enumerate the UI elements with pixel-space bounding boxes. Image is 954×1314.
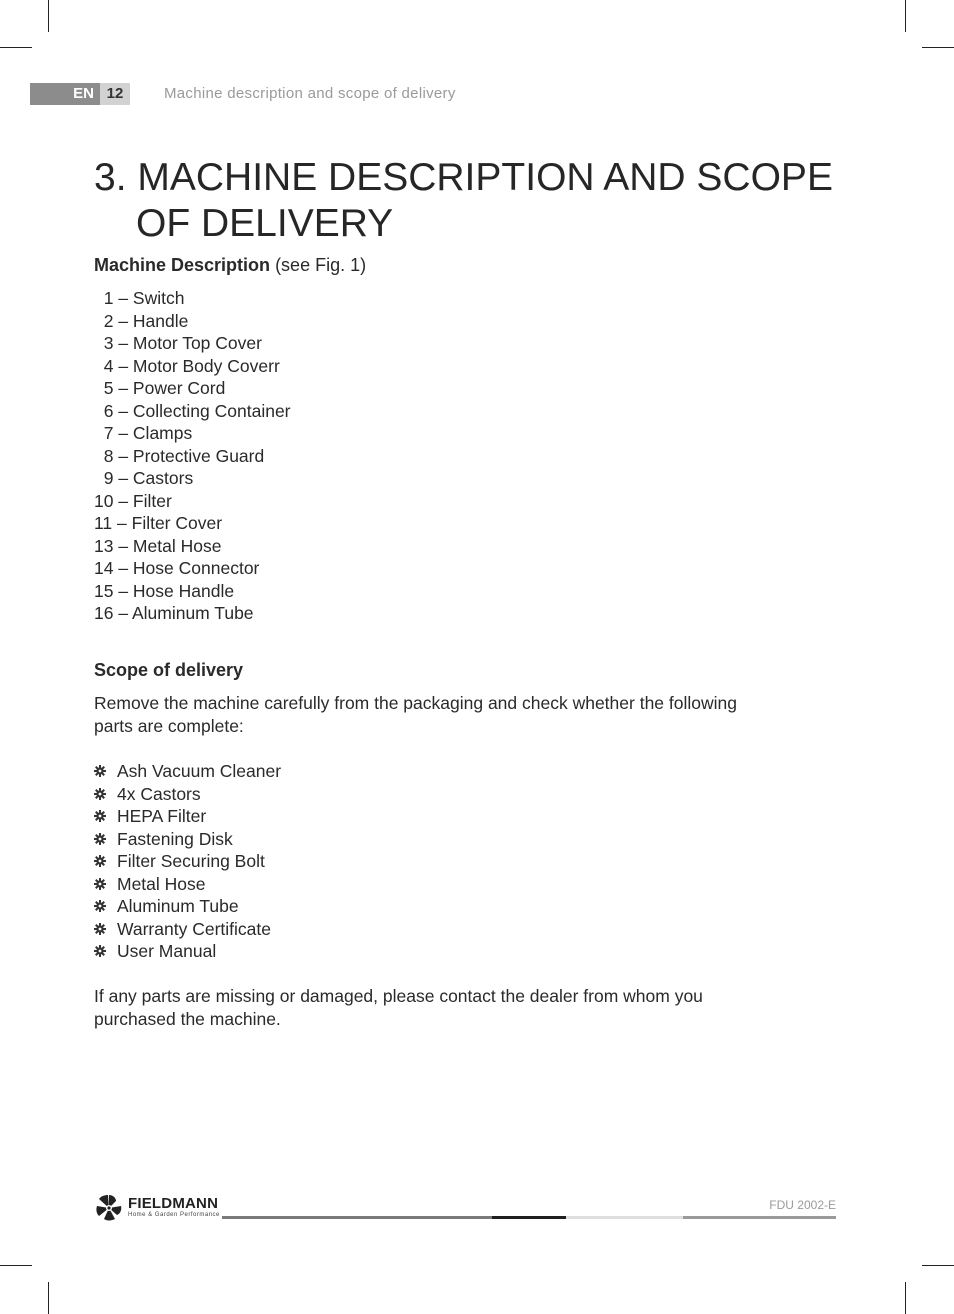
part-item: 16 – Aluminum Tube (94, 603, 254, 623)
scope-item-label: Fastening Disk (117, 828, 233, 849)
scope-item (94, 895, 281, 918)
part-item: 9 – Castors (94, 468, 194, 488)
part-item: 4 – Motor Body Coverr (94, 355, 280, 376)
part-item: 6 – Collecting Container (94, 400, 291, 421)
scope-item (94, 760, 281, 783)
part-item: 13 – Metal Hose (94, 535, 222, 556)
scope-item (94, 940, 281, 963)
crop-mark (48, 0, 49, 32)
part-item: 2 – Handle (94, 310, 189, 331)
closing-note: If any parts are missing or damaged, please contact the dealer from whom you purchased the machine. (94, 986, 703, 1029)
machine-description-note: (see Fig. 1) (275, 255, 367, 275)
gear-bullet-icon (94, 788, 106, 800)
scope-item (94, 783, 281, 806)
scope-intro: Remove the machine carefully from the packaging and check whether the following parts are complete: (94, 693, 737, 736)
gear-bullet-icon (94, 855, 106, 867)
scope-item-label: Metal Hose (117, 873, 206, 894)
gear-bullet-icon (94, 878, 106, 890)
scope-item (94, 873, 281, 896)
gear-bullet-icon (94, 900, 106, 912)
scope-item (94, 828, 281, 851)
part-item: 5 – Power Cord (94, 378, 226, 398)
scope-item (94, 805, 281, 828)
footer-stripe (222, 1216, 492, 1219)
page-header-tabs (30, 83, 130, 105)
scope-item-label: User Manual (117, 941, 217, 961)
crop-mark (922, 47, 954, 48)
gear-bullet-icon (94, 833, 106, 845)
crop-mark (922, 1265, 954, 1266)
part-item: 15 – Hose Handle (94, 580, 235, 601)
page-title-line2: OF DELIVERY (136, 202, 394, 245)
crop-mark (905, 0, 906, 32)
scope-heading: Scope of delivery (94, 660, 244, 680)
scope-item-label: 4x Castors (117, 783, 201, 804)
part-item: 3 – Motor Top Cover (94, 333, 262, 353)
crop-mark (0, 1265, 32, 1266)
scope-item (94, 850, 281, 873)
part-item: 1 – Switch (94, 288, 185, 308)
part-item: 7 – Clamps (94, 423, 193, 443)
scope-item-label: Warranty Certificate (117, 918, 271, 939)
scope-item-label: Ash Vacuum Cleaner (117, 761, 282, 781)
model-number: FDU 2002-E (769, 1198, 836, 1212)
page-title (94, 155, 854, 247)
crop-mark (48, 1282, 49, 1314)
scope-item-label: Filter Securing Bolt (117, 851, 265, 871)
part-item: 14 – Hose Connector (94, 558, 260, 578)
brand-logo (94, 1192, 224, 1224)
footer-stripe (492, 1216, 566, 1219)
crop-mark (0, 47, 32, 48)
running-header: Machine description and scope of delivery (164, 85, 456, 102)
scope-item-label: Aluminum Tube (117, 896, 239, 916)
gear-bullet-icon (94, 923, 106, 935)
page-footer (94, 1192, 836, 1226)
gear-bullet-icon (94, 765, 106, 777)
part-item: 8 – Protective Guard (94, 445, 265, 466)
brand-name: FIELDMANN (128, 1195, 219, 1212)
brand-tagline: Home & Garden Performance (128, 1212, 220, 1218)
gear-bullet-icon (94, 810, 106, 822)
scope-item-label: HEPA Filter (117, 806, 207, 826)
scope-list (94, 760, 281, 963)
footer-stripe (566, 1216, 683, 1219)
parts-list (94, 287, 291, 625)
machine-description-heading (94, 253, 366, 277)
part-item: 11 – Filter Cover (94, 513, 223, 533)
crop-mark (905, 1282, 906, 1314)
page-title-line1: 3. MACHINE DESCRIPTION AND SCOPE (94, 156, 833, 199)
gear-bullet-icon (94, 945, 106, 957)
scope-item (94, 918, 281, 941)
machine-description-heading-text: Machine Description (94, 255, 271, 275)
language-tab: EN (30, 83, 100, 105)
part-item: 10 – Filter (94, 490, 172, 511)
page-number: 12 (100, 83, 130, 105)
fan-logo-icon (94, 1193, 124, 1223)
footer-stripe (683, 1216, 836, 1219)
